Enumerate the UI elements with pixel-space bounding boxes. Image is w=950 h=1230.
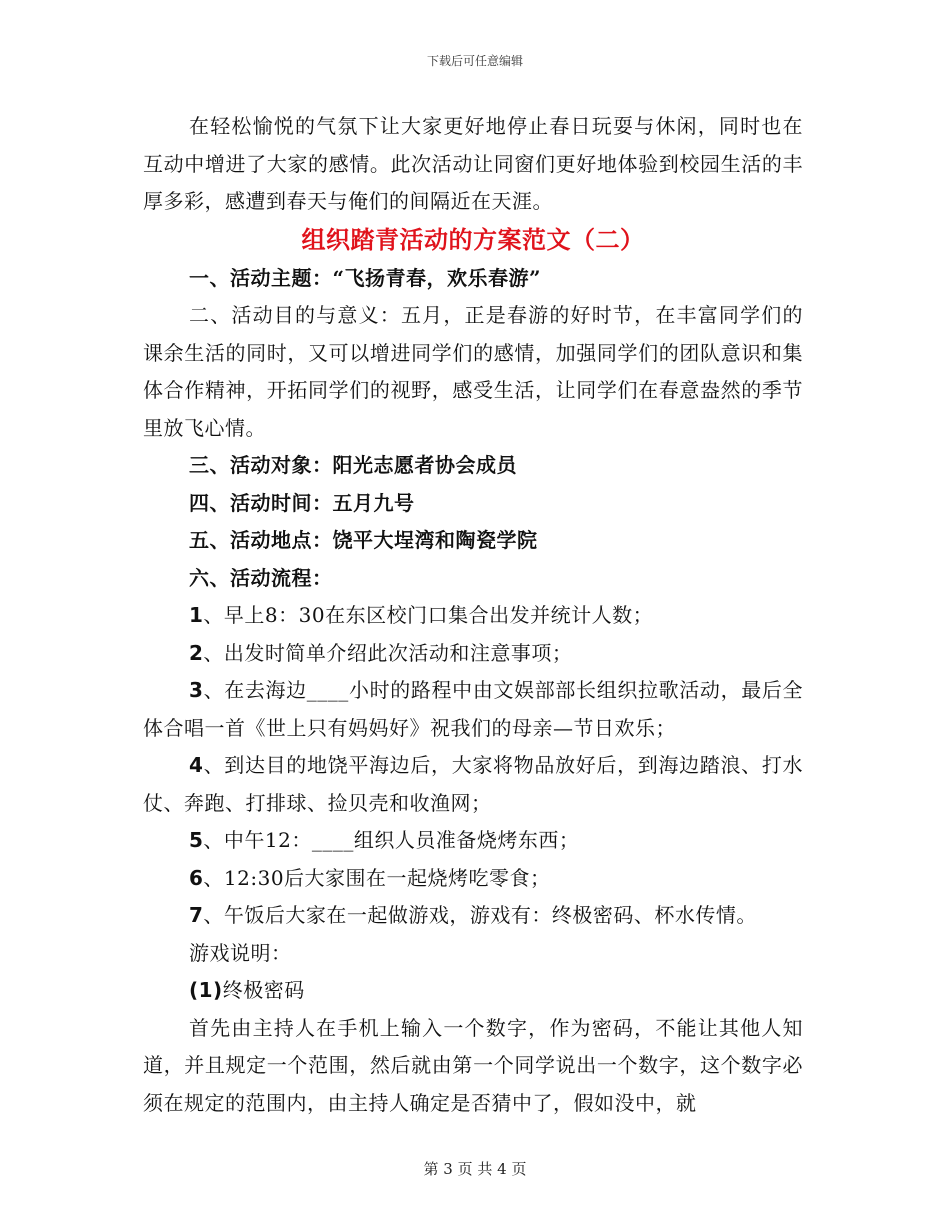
flow-item-4 [143,747,803,822]
flow-item-1 [143,597,803,635]
flow-item-number: 4 [189,753,204,777]
flow-item-text: 、早上8：30在东区校门口集合出发并统计人数； [203,603,654,627]
flow-item-number: 1 [189,603,204,627]
flow-item-text: 、到达目的地饶平海边后，大家将物品放好后，到海边踏浪、打水仗、奔跑、打排球、捡贝壳和收渔网； [143,753,803,815]
document-body [143,108,803,1122]
page-footer: 第 3 页 共 4 页 [423,1160,527,1178]
flow-item-2 [143,635,803,673]
game-1-title: 终极密码 [222,978,305,1002]
flow-item-text: 、中午12：____组织人员准备烧烤东西； [203,828,580,852]
flow-item-number: 2 [189,640,204,665]
activity-target: 三、活动对象：阳光志愿者协会成员 [189,453,517,477]
flow-item-number: 6 [189,865,204,890]
flow-item-5 [143,822,803,860]
flow-item-text: 、午饭后大家在一起做游戏，游戏有：终极密码、杯水传情。 [203,903,757,927]
flow-item-text: 、在去海边____小时的路程中由文娱部部长组织拉歌活动，最后全体合唱一首《世上只有妈妈好》祝我们的母亲—节日欢乐； [143,678,803,740]
intro-paragraph: 在轻松愉悦的气氛下让大家更好地停止春日玩耍与休闲，同时也在互动中增进了大家的感情。此次活动让同窗们更好地体验到校园生活的丰厚多彩，感遭到春天与俺们的间隔近在天涯。 [143,114,803,213]
activity-theme: 一、活动主题：“飞扬青春，欢乐春游” [189,265,542,290]
activity-purpose: 二、活动目的与意义：五月，正是春游的好时节，在丰富同学们的课余生活的同时，又可以增进同学们的感情，加强同学们的团队意识和集体合作精神，开拓同学们的视野，感受生活，让同学们在春意盎然的季节里放飞心情。 [143,303,803,440]
flow-item-text: 、出发时简单介绍此次活动和注意事项； [203,640,573,665]
flow-item-number: 3 [189,678,204,702]
section-title: 组织踏青活动的方案范文（二） [301,224,645,254]
game-1-heading [143,972,803,1010]
game-1-description: 首先由主持人在手机上输入一个数字，作为密码，不能让其他人知道，并且规定一个范围，然后就由第一个同学说出一个数字，这个数字必须在规定的范围内，由主持人确定是否猜中了，假如没中，就 [143,1015,803,1115]
page-header: 下载后可任意编辑 [426,54,523,68]
activity-place: 五、活动地点：饶平大埕湾和陶瓷学院 [189,528,538,552]
game-intro: 游戏说明： [189,940,292,965]
flow-item-3 [143,672,803,747]
flow-item-text: 、12:30后大家围在一起烧烤吃零食； [203,865,551,890]
activity-flow-heading: 六、活动流程： [189,565,333,590]
flow-item-7 [143,897,803,935]
flow-item-number: 5 [189,828,204,852]
activity-time: 四、活动时间：五月九号 [189,490,415,515]
flow-item-number: 7 [189,903,204,927]
flow-item-6 [143,860,803,898]
game-1-number: (1) [189,978,223,1002]
